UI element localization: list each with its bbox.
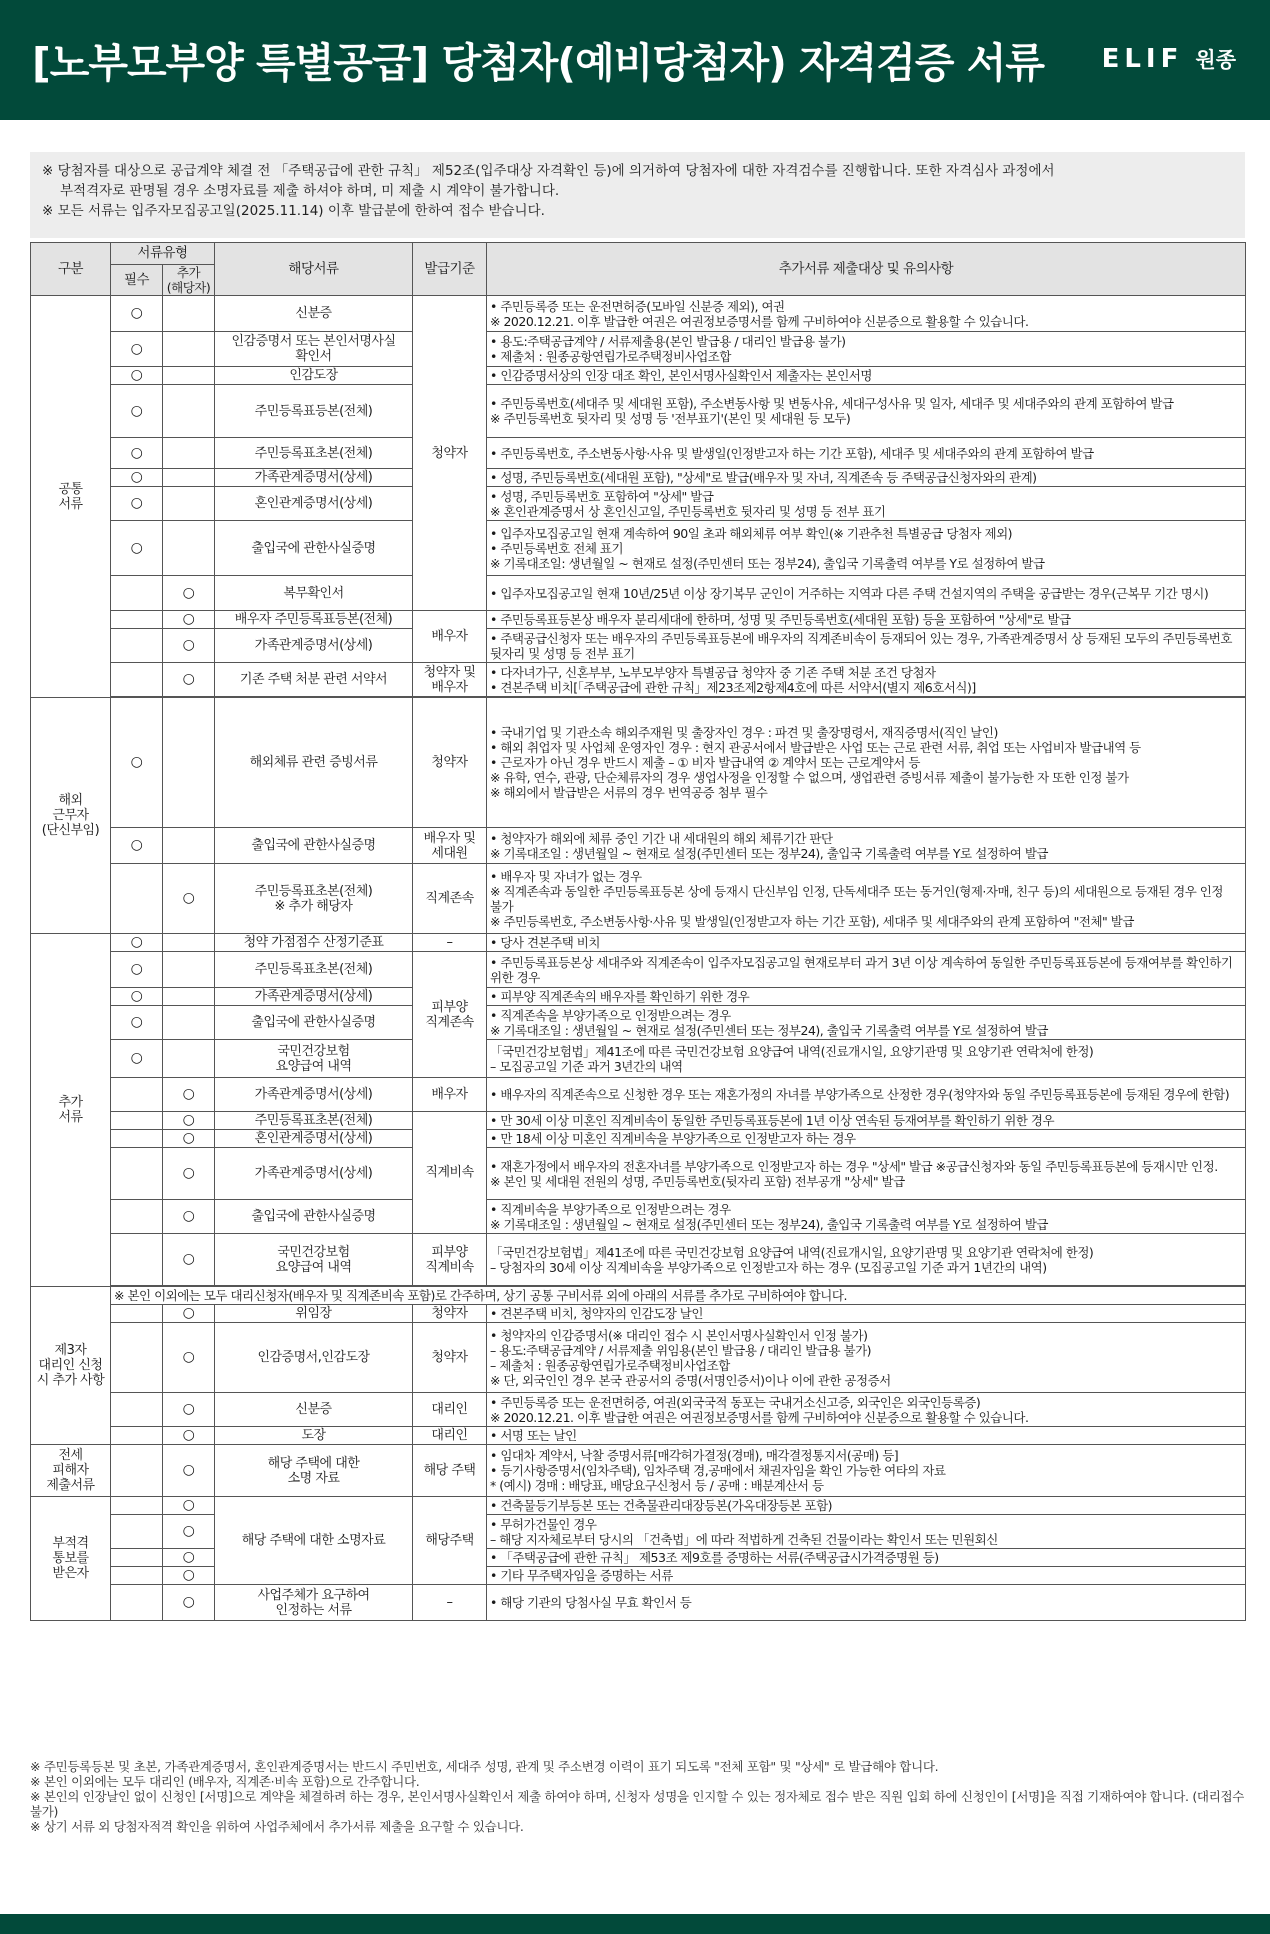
- mark-required: ○: [111, 1006, 163, 1040]
- doc-name: 국민건강보험 요양급여 내역: [215, 1234, 413, 1286]
- basis-cell: 직계존속: [413, 864, 487, 934]
- basis-cell: 해당주택: [413, 1497, 487, 1585]
- header-notes: 추가서류 제출대상 및 유의사항: [487, 243, 1246, 296]
- doc-name: 도장: [215, 1427, 413, 1445]
- footnote: ※ 본인의 인장날인 없이 신청인 [서명]으로 계약을 체결하려 하는 경우, 본인서명사실확인서 제출 하여야 하며, 신청자 성명을 인지할 수 있는 정자체로 접수 받은 직원 입회 하에 신청인이 [서명]을 직접 기재하여야 합니다. (대리접수 불가): [30, 1789, 1245, 1819]
- notes-cell: • 다자녀가구, 신혼부부, 노부모부양자 특별공급 청약자 중 기존 주택 처분 조건 당첨자 • 견본주택 비치[「주택공급에 관한 규칙」제23조제2항제4호에 따른 서약서(별지 제6호서식)]: [487, 663, 1246, 697]
- doc-name: 출입국에 관한사실증명: [215, 828, 413, 864]
- table-row: [31, 1040, 1246, 1078]
- mark-required: ○: [111, 521, 163, 576]
- table-row: [31, 1427, 1246, 1445]
- header-type: 서류유형: [111, 243, 215, 265]
- table-row: [31, 611, 1246, 629]
- brand-logo: [1102, 44, 1236, 74]
- table-row: [31, 521, 1246, 576]
- doc-name: 주민등록표초본(전체) ※ 추가 해당자: [215, 864, 413, 934]
- bottom-bar: [0, 1914, 1270, 1934]
- basis-cell: 배우자: [413, 611, 487, 663]
- basis-cell: 피부양 직계존속: [413, 952, 487, 1078]
- doc-name: 신분증: [215, 296, 413, 332]
- basis-cell: 청약자: [413, 1305, 487, 1323]
- table-row: [31, 952, 1246, 988]
- notes-cell: • 주민등록증 또는 운전면허증, 여권(외국국적 동포는 국내거소신고증, 외국인은 외국인등록증) ※ 2020.12.21. 이후 발급한 여권은 여권정보증명서를 함께 구비하여야 신분증으로 활용할 수 있습니다.: [487, 1393, 1246, 1427]
- notes-cell: • 주민등록번호, 주소변동사항·사유 및 발생일(인정받고자 하는 기간 포함), 세대주 및 세대주와의 관계 포함하여 발급: [487, 438, 1246, 469]
- mark-required: ○: [111, 828, 163, 864]
- notes-cell: • 건축물등기부등본 또는 건축물관리대장등본(가옥대장등본 포함): [487, 1497, 1246, 1515]
- notes-cell: • 「주택공급에 관한 규칙」 제53조 제9호를 증명하는 서류(주택공급시가격증명원 등): [487, 1549, 1246, 1567]
- table-row: [31, 629, 1246, 663]
- table-row: [31, 1305, 1246, 1323]
- table-row: [31, 864, 1246, 934]
- notes-cell: • 만 18세 이상 미혼인 직계비속을 부양가족으로 인정받고자 하는 경우: [487, 1130, 1246, 1148]
- documents-table: [30, 242, 1246, 1621]
- notes-cell: • 국내기업 및 기관소속 해외주재원 및 출장자인 경우 : 파견 및 출장명령서, 재직증명서(직인 날인) • 해외 취업자 및 사업체 운영자인 경우 : 현지 관공서에서 발급받은 사업 또는 근로 관련 서류, 취업 또는 사업비자 발급내역 등 • 근로자가 아닌 경우 반드시 제출 – ① 비자 발급내역 ② 계약서 또는 근로계약서 등 ※ 유학, 연수, 관광, 단순체류자의 경우 생업사정을 인정할 수 없으며, 생업관련 증빙서류 제출이 불가능한 자 또한 인정 불가 ※ 해외에서 발급받은 서류의 경우 번역공증 첨부 필수: [487, 698, 1246, 828]
- mark-additional: ○: [163, 1305, 215, 1323]
- basis-cell: 해당 주택: [413, 1445, 487, 1497]
- table-row: [31, 1148, 1246, 1200]
- mark-required: ○: [111, 952, 163, 988]
- mark-additional: ○: [163, 1112, 215, 1130]
- doc-name: 가족관계증명서(상세): [215, 988, 413, 1006]
- notes-cell: • 입주자모집공고일 현재 계속하여 90일 초과 해외체류 여부 확인(※ 기관추천 특별공급 당첨자 제외) • 주민등록번호 전체 표기 ※ 기록대조일: 생년월일 ~ 현재로 설정(주민센터 또는 정부24), 출입국 기록출력 여부를 Y로 설정하여 발급: [487, 521, 1246, 576]
- doc-name: 해당 주택에 대한 소명자료: [215, 1497, 413, 1585]
- mark-additional: ○: [163, 1148, 215, 1200]
- notes-cell: • 용도:주택공급계약 / 서류제출용(본인 발급용 / 대리인 발급용 불가) • 제출처 : 원종공항연립가로주택정비사업조합: [487, 332, 1246, 367]
- notes-cell: • 주민등록증 또는 운전면허증(모바일 신분증 제외), 여권 ※ 2020.12.21. 이후 발급한 여권은 여권정보증명서를 함께 구비하여야 신분증으로 활용할 수 있습니다.: [487, 296, 1246, 332]
- notes-cell: • 입주자모집공고일 현재 10년/25년 이상 장기복무 군인이 거주하는 지역과 다른 주택 건설지역의 주택을 공급받는 경우(근복무 기간 명시): [487, 576, 1246, 611]
- doc-name: 청약 가점점수 산정기준표: [215, 934, 413, 952]
- footnote: ※ 주민등록등본 및 초본, 가족관계증명서, 혼인관계증명서는 반드시 주민번호, 세대주 성명, 관계 및 주소변경 이력이 표기 되도록 "전체 포함" 및 "상세" 로 발급해야 합니다.: [30, 1759, 939, 1774]
- table-row: [31, 1549, 1246, 1567]
- table-row: [31, 1393, 1246, 1427]
- table-row: [31, 1006, 1246, 1040]
- mark-additional: ○: [163, 611, 215, 629]
- table-row: [31, 385, 1246, 438]
- doc-name: 주민등록표등본(전체): [215, 385, 413, 438]
- doc-name: 출입국에 관한사실증명: [215, 1200, 413, 1234]
- table-row: [31, 1515, 1246, 1549]
- mark-required: ○: [111, 1040, 163, 1078]
- doc-name: 주민등록표초본(전체): [215, 952, 413, 988]
- table-row: [31, 332, 1246, 367]
- table-row: [31, 576, 1246, 611]
- mark-additional: ○: [163, 576, 215, 611]
- doc-name: 주민등록표초본(전체): [215, 438, 413, 469]
- notes-cell: • 주민등록표등본상 세대주와 직계존속이 입주자모집공고일 현재로부터 과거 3년 이상 계속하여 동일한 주민등록표등본에 등재여부를 확인하기 위한 경우: [487, 952, 1246, 988]
- doc-name: 출입국에 관한사실증명: [215, 521, 413, 576]
- mark-required: ○: [111, 296, 163, 332]
- table-row: [31, 438, 1246, 469]
- mark-additional: ○: [163, 1515, 215, 1549]
- notes-cell: • 당사 견본주택 비치: [487, 934, 1246, 952]
- notice-line: ※ 모든 서류는 입주자모집공고일(2025.11.14) 이후 발급분에 한하여 접수 받습니다.: [42, 203, 545, 219]
- mark-additional: ○: [163, 1445, 215, 1497]
- notice-line: 부적격자로 판명될 경우 소명자료를 제출 하셔야 하며, 미 제출 시 계약이 불가합니다.: [60, 183, 560, 199]
- mark-additional: ○: [163, 1497, 215, 1515]
- doc-name: 가족관계증명서(상세): [215, 629, 413, 663]
- notes-cell: • 성명, 주민등록번호(세대원 포함), "상세"로 발급(배우자 및 자녀, 직계존속 등 주택공급신청자와의 관계): [487, 469, 1246, 487]
- group-cell: 공통 서류: [31, 296, 111, 698]
- notes-cell: • 피부양 직계존속의 배우자를 확인하기 위한 경우: [487, 988, 1246, 1006]
- doc-name: 가족관계증명서(상세): [215, 1148, 413, 1200]
- header-required: 필수: [111, 265, 163, 296]
- notes-cell: • 서명 또는 날인: [487, 1427, 1246, 1445]
- table-row: [31, 367, 1246, 385]
- notes-cell: • 성명, 주민등록번호 포함하여 "상세" 발급 ※ 혼인관계증명서 상 혼인신고일, 주민등록번호 뒷자리 및 성명 등 전부 표기: [487, 487, 1246, 521]
- group-cell: 해외 근무자 (단신부임): [31, 698, 111, 934]
- notes-cell: • 인감증명서상의 인장 대조 확인, 본인서명사실확인서 제출자는 본인서명: [487, 367, 1246, 385]
- notes-cell: • 재혼가정에서 배우자의 전혼자녀를 부양가족으로 인정받고자 하는 경우 "상세" 발급 ※공급신청자와 동일 주민등록표등본에 등재시만 인정. ※ 본인 및 세대원 전원의 성명, 주민등록번호(뒷자리 포함) 전부공개 "상세" 발급: [487, 1148, 1246, 1200]
- basis-cell: 피부양 직계비속: [413, 1234, 487, 1286]
- doc-name: 해당 주택에 대한 소명 자료: [215, 1445, 413, 1497]
- header-row: [31, 243, 1246, 265]
- header-basis: 발급기준: [413, 243, 487, 296]
- basis-cell: –: [413, 934, 487, 952]
- notes-cell: • 기타 무주택자임을 증명하는 서류: [487, 1567, 1246, 1585]
- notes-cell: • 청약자의 인감증명서(※ 대리인 접수 시 본인서명사실확인서 인정 불가) – 용도:주택공급계약 / 서류제출 위임용(본인 발급용 / 대리인 발급용 불가) – 제출처 : 원종공항연립가로주택정비사업조합 ※ 단, 외국인인 경우 본국 관공서의 증명(서명인증서)이나 이에 관한 공정증서: [487, 1323, 1246, 1393]
- mark-required: ○: [111, 367, 163, 385]
- mark-additional: ○: [163, 1200, 215, 1234]
- notes-cell: • 주민등록번호(세대주 및 세대원 포함), 주소변동사항 및 변동사유, 세대구성사유 및 일자, 세대주 및 세대주와의 관계 포함하여 발급 ※ 주민등록번호 뒷자리 및 성명 등 '전부표기'(본인 및 세대원 등 모두): [487, 385, 1246, 438]
- table-row: [31, 1567, 1246, 1585]
- mark-additional: ○: [163, 1567, 215, 1585]
- table-row: [31, 828, 1246, 864]
- table-row: [31, 1130, 1246, 1148]
- basis-cell: 배우자 및 세대원: [413, 828, 487, 864]
- table-row: [31, 1287, 1246, 1305]
- mark-required: ○: [111, 698, 163, 828]
- mark-additional: ○: [163, 1549, 215, 1567]
- notes-cell: • 주택공급신청자 또는 배우자의 주민등록표등본에 배우자의 직계존비속이 등재되어 있는 경우, 가족관계증명서 상 등재된 모두의 주민등록번호 뒷자리 및 성명 등 전부 표기: [487, 629, 1246, 663]
- table-row: [31, 1078, 1246, 1112]
- notes-cell: • 직계비속을 부양가족으로 인정받으려는 경우 ※ 기록대조일 : 생년월일 ~ 현재로 설정(주민센터 또는 정부24), 출입국 기록출력 여부를 Y로 설정하여 발급: [487, 1200, 1246, 1234]
- table-row: [31, 1497, 1246, 1515]
- notice-box: [30, 152, 1245, 238]
- notice-line: ※ 당첨자를 대상으로 공급계약 체결 전 「주택공급에 관한 규칙」 제52조(입주대상 자격확인 등)에 의거하여 당첨자에 대한 자격검수를 진행합니다. 또한 자격심사 과정에서: [42, 163, 1055, 179]
- mark-required: ○: [111, 988, 163, 1006]
- basis-cell: 청약자: [413, 1323, 487, 1393]
- mark-required: ○: [111, 332, 163, 367]
- table-row: [31, 934, 1246, 952]
- doc-name: 인감증명서,인감도장: [215, 1323, 413, 1393]
- doc-name: 가족관계증명서(상세): [215, 469, 413, 487]
- doc-name: 해외체류 관련 증빙서류: [215, 698, 413, 828]
- basis-cell: 대리인: [413, 1393, 487, 1427]
- notes-cell: • 견본주택 비치, 청약자의 인감도장 날인: [487, 1305, 1246, 1323]
- doc-name: 인감증명서 또는 본인서명사실 확인서: [215, 332, 413, 367]
- mark-additional: ○: [163, 1130, 215, 1148]
- notes-cell: • 직계존속을 부양가족으로 인정받으려는 경우 ※ 기록대조일 : 생년월일 ~ 현재로 설정(주민센터 또는 정부24), 출입국 기록출력 여부를 Y로 설정하여 발급: [487, 1006, 1246, 1040]
- doc-name: 신분증: [215, 1393, 413, 1427]
- basis-cell: 직계비속: [413, 1112, 487, 1234]
- table-row: [31, 1112, 1246, 1130]
- table-row: [31, 1200, 1246, 1234]
- logo-text: ELIF: [1101, 44, 1184, 74]
- footnotes: [30, 1759, 1245, 1834]
- table-row: [31, 1234, 1246, 1286]
- mark-additional: ○: [163, 1323, 215, 1393]
- footnote: ※ 상기 서류 외 당첨자적격 확인을 위하여 사업주체에서 추가서류 제출을 요구할 수 있습니다.: [30, 1819, 524, 1834]
- doc-name: 위임장: [215, 1305, 413, 1323]
- doc-name: 출입국에 관한사실증명: [215, 1006, 413, 1040]
- table-row: [31, 296, 1246, 332]
- basis-cell: 배우자: [413, 1078, 487, 1112]
- table-row: [31, 698, 1246, 828]
- basis-cell: 청약자 및 배우자: [413, 663, 487, 697]
- notes-cell: • 청약자가 해외에 체류 중인 기간 내 세대원의 해외 체류기간 판단 ※ 기록대조일 : 생년월일 ~ 현재로 설정(주민센터 또는 정부24), 출입국 기록출력 여부를 Y로 설정하여 발급: [487, 828, 1246, 864]
- doc-name: 배우자 주민등록표등본(전체): [215, 611, 413, 629]
- header-group: 구분: [31, 243, 111, 296]
- mark-additional: ○: [163, 1393, 215, 1427]
- mark-additional: ○: [163, 663, 215, 697]
- notes-cell: 「국민건강보험법」제41조에 따른 국민건강보험 요양급여 내역(진료개시일, 요양기관명 및 요양기관 연락처에 한정) – 모집공고일 기준 과거 3년간의 내역: [487, 1040, 1246, 1078]
- notes-cell: • 임대차 계약서, 낙찰 증명서류[매각허가결정(경매), 매각결정통지서(공매) 등] • 등기사항증명서(임차주택), 임차주택 경,공매에서 채권자임을 확인 가능한 여타의 자료 * (예시) 경매 : 배당표, 배당요구신청서 등 / 공매 : 배분계산서 등: [487, 1445, 1246, 1497]
- mark-required: ○: [111, 438, 163, 469]
- table-row: [31, 663, 1246, 697]
- doc-name: 혼인관계증명서(상세): [215, 1130, 413, 1148]
- logo-sub: 원종: [1195, 48, 1236, 72]
- notes-cell: • 무허가건물인 경우 – 해당 지자체로부터 당시의 「건축법」에 따라 적법하게 건축된 건물이라는 확인서 또는 민원회신: [487, 1515, 1246, 1549]
- doc-name: 가족관계증명서(상세): [215, 1078, 413, 1112]
- mark-required: ○: [111, 385, 163, 438]
- group-cell: 제3자 대리인 신청 시 추가 사항: [31, 1287, 111, 1445]
- table-row: [31, 1445, 1246, 1497]
- notes-cell: • 배우자의 직계존속으로 신청한 경우 또는 재혼가정의 자녀를 부양가족으로 산정한 경우(청약자와 동일 주민등록표등본에 등재된 경우에 한함): [487, 1078, 1246, 1112]
- table-row: [31, 469, 1246, 487]
- mark-additional: ○: [163, 864, 215, 934]
- mark-required: ○: [111, 487, 163, 521]
- header-additional: 추가 (해당자): [163, 265, 215, 296]
- mark-additional: ○: [163, 1427, 215, 1445]
- doc-name: 인감도장: [215, 367, 413, 385]
- mark-required: ○: [111, 469, 163, 487]
- mark-required: ○: [111, 934, 163, 952]
- basis-cell: –: [413, 1585, 487, 1621]
- basis-cell: 청약자: [413, 296, 487, 611]
- table-row: [31, 1323, 1246, 1393]
- basis-cell: 대리인: [413, 1427, 487, 1445]
- table-row: [31, 1585, 1246, 1621]
- doc-name: 주민등록표초본(전체): [215, 1112, 413, 1130]
- notes-cell: • 해당 기관의 당첨사실 무효 확인서 등: [487, 1585, 1246, 1621]
- page-header: [0, 0, 1270, 120]
- notes-cell: • 주민등록표등본상 배우자 분리세대에 한하며, 성명 및 주민등록번호(세대원 포함) 등을 포함하여 "상세"로 발급: [487, 611, 1246, 629]
- notes-cell: • 배우자 및 자녀가 없는 경우 ※ 직계존속과 동일한 주민등록표등본 상에 등재시 단신부임 인정, 단독세대주 또는 동거인(형제·자매, 친구 등)의 세대원으로 등재된 경우 인정 불가 ※ 주민등록번호, 주소변동사항·사유 및 발생일(인정받고자 하는 기간 포함), 세대주 및 세대주와의 관계 포함하여 "전체" 발급: [487, 864, 1246, 934]
- table-row: [31, 988, 1246, 1006]
- doc-name: 국민건강보험 요양급여 내역: [215, 1040, 413, 1078]
- doc-name: 사업주체가 요구하여 인정하는 서류: [215, 1585, 413, 1621]
- header-doc: 해당서류: [215, 243, 413, 296]
- group-cell: 추가 서류: [31, 934, 111, 1287]
- basis-cell: 청약자: [413, 698, 487, 828]
- page-title: [노부모부양 특별공급] 당첨자(예비당첨자) 자격검증 서류: [32, 39, 1044, 87]
- footnote: ※ 본인 이외에는 모두 대리인 (배우자, 직계존·비속 포함)으로 간주합니다.: [30, 1774, 420, 1789]
- notes-cell: • 만 30세 이상 미혼인 직계비속이 동일한 주민등록표등본에 1년 이상 연속된 등재여부를 확인하기 위한 경우: [487, 1112, 1246, 1130]
- notes-cell: 「국민건강보험법」제41조에 따른 국민건강보험 요양급여 내역(진료개시일, 요양기관명 및 요양기관 연락처에 한정) – 당첨자의 30세 이상 직계비속을 부양가족으로 인정받고자 하는 경우 (모집공고일 기준 과거 1년간의 내역): [487, 1234, 1246, 1286]
- proxy-note: ※ 본인 이외에는 모두 대리신청자(배우자 및 직계존비속 포함)로 간주하며, 상기 공통 구비서류 외에 아래의 서류를 추가로 구비하여야 합니다.: [111, 1287, 1246, 1305]
- doc-name: 기존 주택 처분 관련 서약서: [215, 663, 413, 697]
- doc-name: 혼인관계증명서(상세): [215, 487, 413, 521]
- doc-name: 복무확인서: [215, 576, 413, 611]
- mark-additional: ○: [163, 1585, 215, 1621]
- mark-additional: ○: [163, 1234, 215, 1286]
- mark-additional: ○: [163, 629, 215, 663]
- table-row: [31, 487, 1246, 521]
- group-cell: 전세 피해자 제출서류: [31, 1445, 111, 1497]
- mark-additional: ○: [163, 1078, 215, 1112]
- group-cell: 부적격 통보를 받은자: [31, 1497, 111, 1621]
